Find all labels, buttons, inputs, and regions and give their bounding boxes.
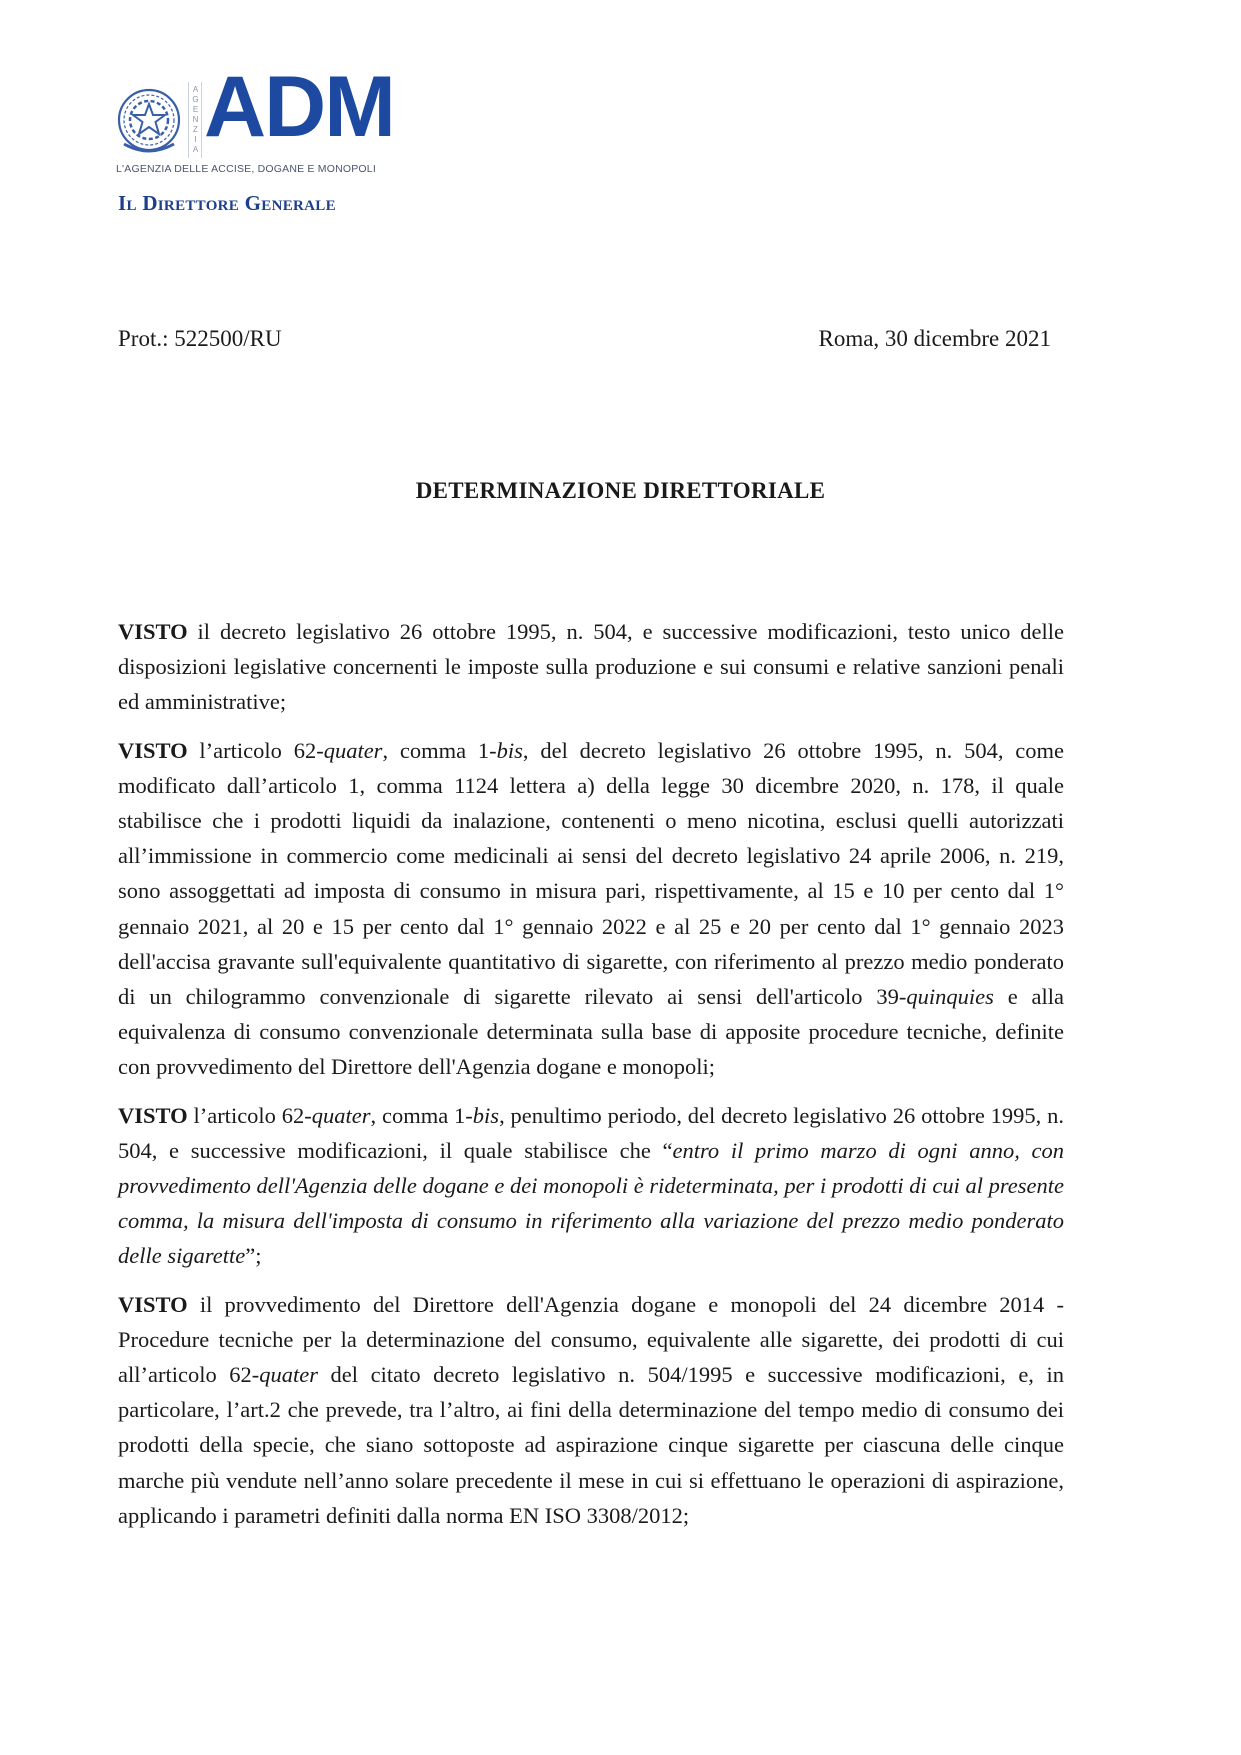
director-title: Il Direttore Generale	[118, 191, 336, 215]
visto-lead: VISTO	[118, 737, 188, 763]
agenzia-vertical-label: AGENZIA	[188, 82, 202, 158]
protocol-number: Prot.: 522500/RU	[118, 326, 282, 351]
document-title: DETERMINAZIONE DIRETTORIALE	[415, 478, 826, 503]
visto-lead: VISTO	[118, 619, 188, 644]
place-date: Roma, 30 dicembre 2021	[818, 326, 1051, 351]
document-body	[118, 614, 1064, 1546]
paragraph-visto-2: VISTO l’articolo 62-quater, comma 1-bis, del decreto legislativo 26 ottobre 1995, n. 504, come modificato dall’articolo 1, comma 1124 lettera a) della legge 30 dicembre 2020, n. 178, il quale stabilisce che i prodotti liquidi da inalazione, contenenti o meno nicotina, esclusi quelli autorizzati all’immissione in commercio come medicinali ai sensi del decreto legislativo 24 aprile 2006, n. 219, sono assoggettati ad imposta di consumo in misura pari, rispettivamente, al 15 e 10 per cento dal 1° gennaio 2021, al 20 e 15 per cento dal 1° gennaio 2022 e al 25 e 20 per cento dal 1° gennaio 2023 dell'accisa gravante sull'equivalente quantitativo di sigarette, con riferimento al prezzo medio ponderato di un chilogrammo convenzionale di sigarette rilevato ai sensi dell'articolo 39-quinquies e alla equivalenza di consumo convenzionale determinata sulla base di apposite procedure tecniche, definite con provvedimento del Direttore dell'Agenzia dogane e monopoli;	[118, 737, 1064, 1080]
italian-republic-emblem-icon	[116, 84, 182, 158]
adm-logo	[116, 59, 416, 178]
paragraph-visto-3: VISTO l’articolo 62-quater, comma 1-bis, penultimo periodo, del decreto legislativo 26 ottobre 1995, n. 504, e successive modificazioni, il quale stabilisce che “entro il primo marzo di ogni anno, con provvedimento dell'Agenzia delle dogane e dei monopoli è rideterminata, per i prodotti di cui al presente comma, la misura dell'imposta di consumo in riferimento alla variazione del prezzo medio ponderato delle sigarette”;	[118, 1102, 1065, 1269]
visto-lead: VISTO	[118, 1102, 188, 1128]
adm-wordmark: ADM	[204, 59, 394, 155]
paragraph-visto-1: VISTO il decreto legislativo 26 ottobre 1995, n. 504, e successive modificazioni, testo unico delle disposizioni legislative concernenti le imposte sulla produzione e sui consumi e relative sanzioni penali ed amministrative;	[118, 619, 1064, 715]
visto-lead: VISTO	[118, 1291, 188, 1317]
paragraph-visto-4: VISTO il provvedimento del Direttore dell'Agenzia dogane e monopoli del 24 dicembre 2014 - Procedure tecniche per la determinazione del consumo, equivalente alle sigarette, dei prodotti di cui all’articolo 62-quater del citato decreto legislativo n. 504/1995 e successive modificazioni, e, in particolare, l’art.2 che prevede, tra l’altro, ai fini della determinazione del tempo medio di consumo dei prodotti della specie, che siano sottoposte ad aspirazione cinque sigarette per ciascuna delle cinque marche più vendute nell’anno solare precedente il mese in cui si effettuano le operazioni di aspirazione, applicando i parametri definiti dalla norma EN ISO 3308/2012;	[118, 1291, 1064, 1528]
agency-name: L'AGENZIA DELLE ACCISE, DOGANE E MONOPOLI	[116, 163, 376, 175]
